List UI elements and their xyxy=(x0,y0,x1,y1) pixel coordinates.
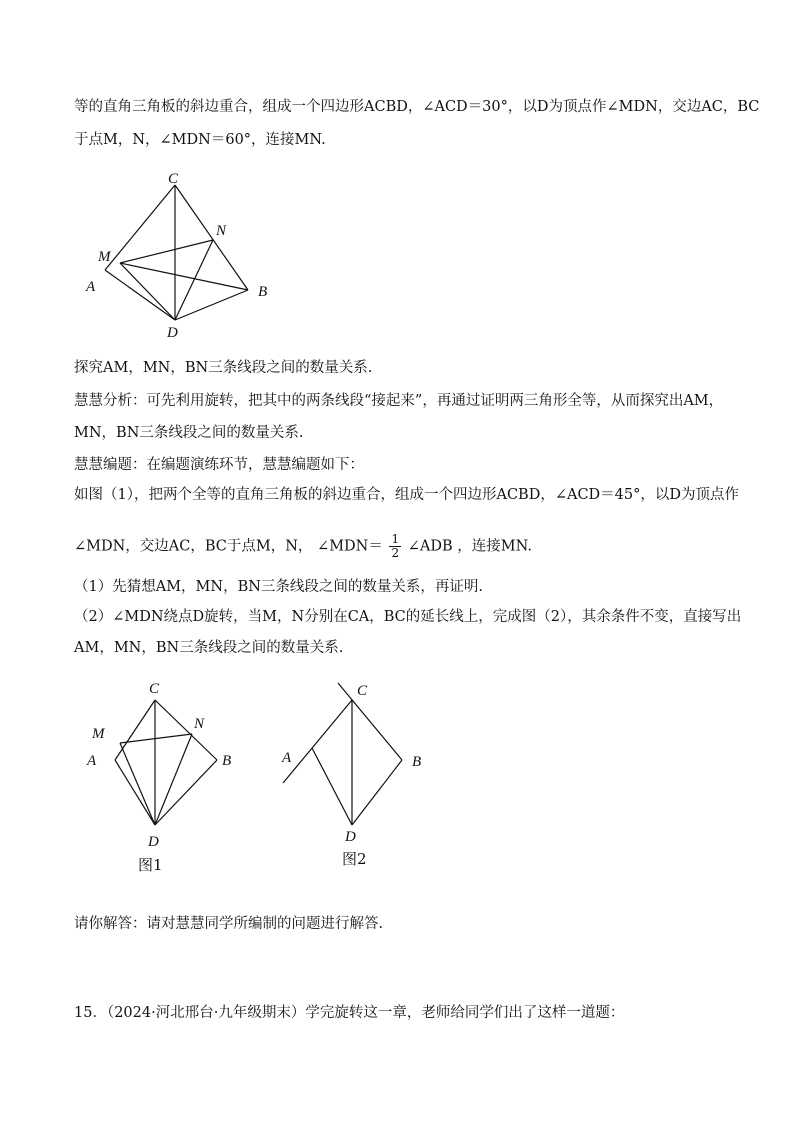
segment-ND xyxy=(175,240,213,320)
figure-top xyxy=(80,165,280,340)
answer-prompt: 请你解答：请对慧慧同学所编制的问题进行解答. xyxy=(74,916,384,932)
fig1-label-D: D xyxy=(148,834,159,850)
fig1-segment-ND xyxy=(155,734,192,825)
fig1-label-B: B xyxy=(222,753,232,769)
segment-BD xyxy=(175,290,248,320)
fraction-one-half xyxy=(389,533,401,560)
fig2-segment-CB-extended xyxy=(338,683,402,760)
intro-line-1: 等的直角三角板的斜边重合，组成一个四边形ACBD，∠ACD＝30°，以D为顶点作∠MDN，交边AC，BC xyxy=(74,99,760,115)
fig1-label-A: A xyxy=(87,753,97,769)
problem-line-1: 如图（1），把两个全等的直角三角板的斜边重合，组成一个四边形ACBD，∠ACD＝45°，以D为顶点作 xyxy=(74,487,739,503)
question-1: （1）先猜想AM，MN，BN三条线段之间的数量关系，再证明. xyxy=(74,579,484,595)
figure-1 xyxy=(80,675,250,880)
angle-mdn: ∠MDN＝ xyxy=(317,538,383,555)
fig1-label-C: C xyxy=(149,681,160,697)
fig1-label-N: N xyxy=(194,716,205,732)
intro-line-2: 于点M，N，∠MDN＝60°，连接MN. xyxy=(74,132,326,148)
fig2-label-C: C xyxy=(357,683,368,699)
label-A: A xyxy=(86,279,96,295)
analysis-line-2: MN，BN三条线段之间的数量关系. xyxy=(74,425,304,441)
fig2-caption: 图2 xyxy=(342,850,367,868)
fig2-label-A: A xyxy=(282,750,292,766)
fig2-label-D: D xyxy=(345,829,356,845)
fig1-segment-CB xyxy=(155,700,217,760)
fraction-denominator: 2 xyxy=(391,546,400,560)
label-N: N xyxy=(216,223,227,239)
label-C: C xyxy=(168,171,179,187)
question-15: 15．（2024·河北邢台·九年级期末）学完旋转这一章，老师给同学们出了这样一道题： xyxy=(74,1005,625,1021)
segment-MB xyxy=(120,263,248,290)
segment-AD xyxy=(105,270,175,320)
fig1-segment-CA xyxy=(115,700,155,760)
figure-2 xyxy=(275,675,435,875)
segment-CB xyxy=(175,185,248,290)
label-M: M xyxy=(98,249,111,265)
problem-line-2 xyxy=(74,533,532,560)
fraction-numerator: 1 xyxy=(391,532,400,546)
fig2-segment-CA-extended xyxy=(283,700,352,783)
editing-title: 慧慧编题：在编题演练环节，慧慧编题如下： xyxy=(74,457,364,473)
angle-adb: ∠ADB xyxy=(407,538,453,555)
question-2-line-2: AM，MN，BN三条线段之间的数量关系. xyxy=(74,640,344,656)
fig1-segment-AD xyxy=(115,760,155,825)
fig1-segment-BD xyxy=(155,760,217,825)
fig2-label-B: B xyxy=(412,754,422,770)
label-D: D xyxy=(167,325,178,340)
fig1-caption: 图1 xyxy=(138,856,163,874)
problem-line-2-post: ，连接MN. xyxy=(457,538,532,555)
analysis-line-1: 慧慧分析：可先利用旋转，把其中的两条线段“接起来”，再通过证明两三角形全等，从而探究出AM， xyxy=(74,393,724,409)
label-B: B xyxy=(258,284,268,300)
fig1-label-M: M xyxy=(92,726,105,742)
explore-text: 探究AM，MN，BN三条线段之间的数量关系. xyxy=(74,360,373,376)
fig2-segment-BD xyxy=(352,760,402,825)
question-2-line-1: （2）∠MDN绕点D旋转，当M，N分别在CA，BC的延长线上，完成图（2），其余条件不变，直接写出 xyxy=(74,609,742,625)
fig2-segment-AD xyxy=(312,748,352,825)
segment-MD xyxy=(120,263,175,320)
fig1-segment-MD xyxy=(120,743,155,825)
problem-line-2-pre: ∠MDN，交边AC，BC于点M，N， xyxy=(74,538,313,555)
segment-CA xyxy=(105,185,175,270)
segment-MN xyxy=(120,240,213,263)
